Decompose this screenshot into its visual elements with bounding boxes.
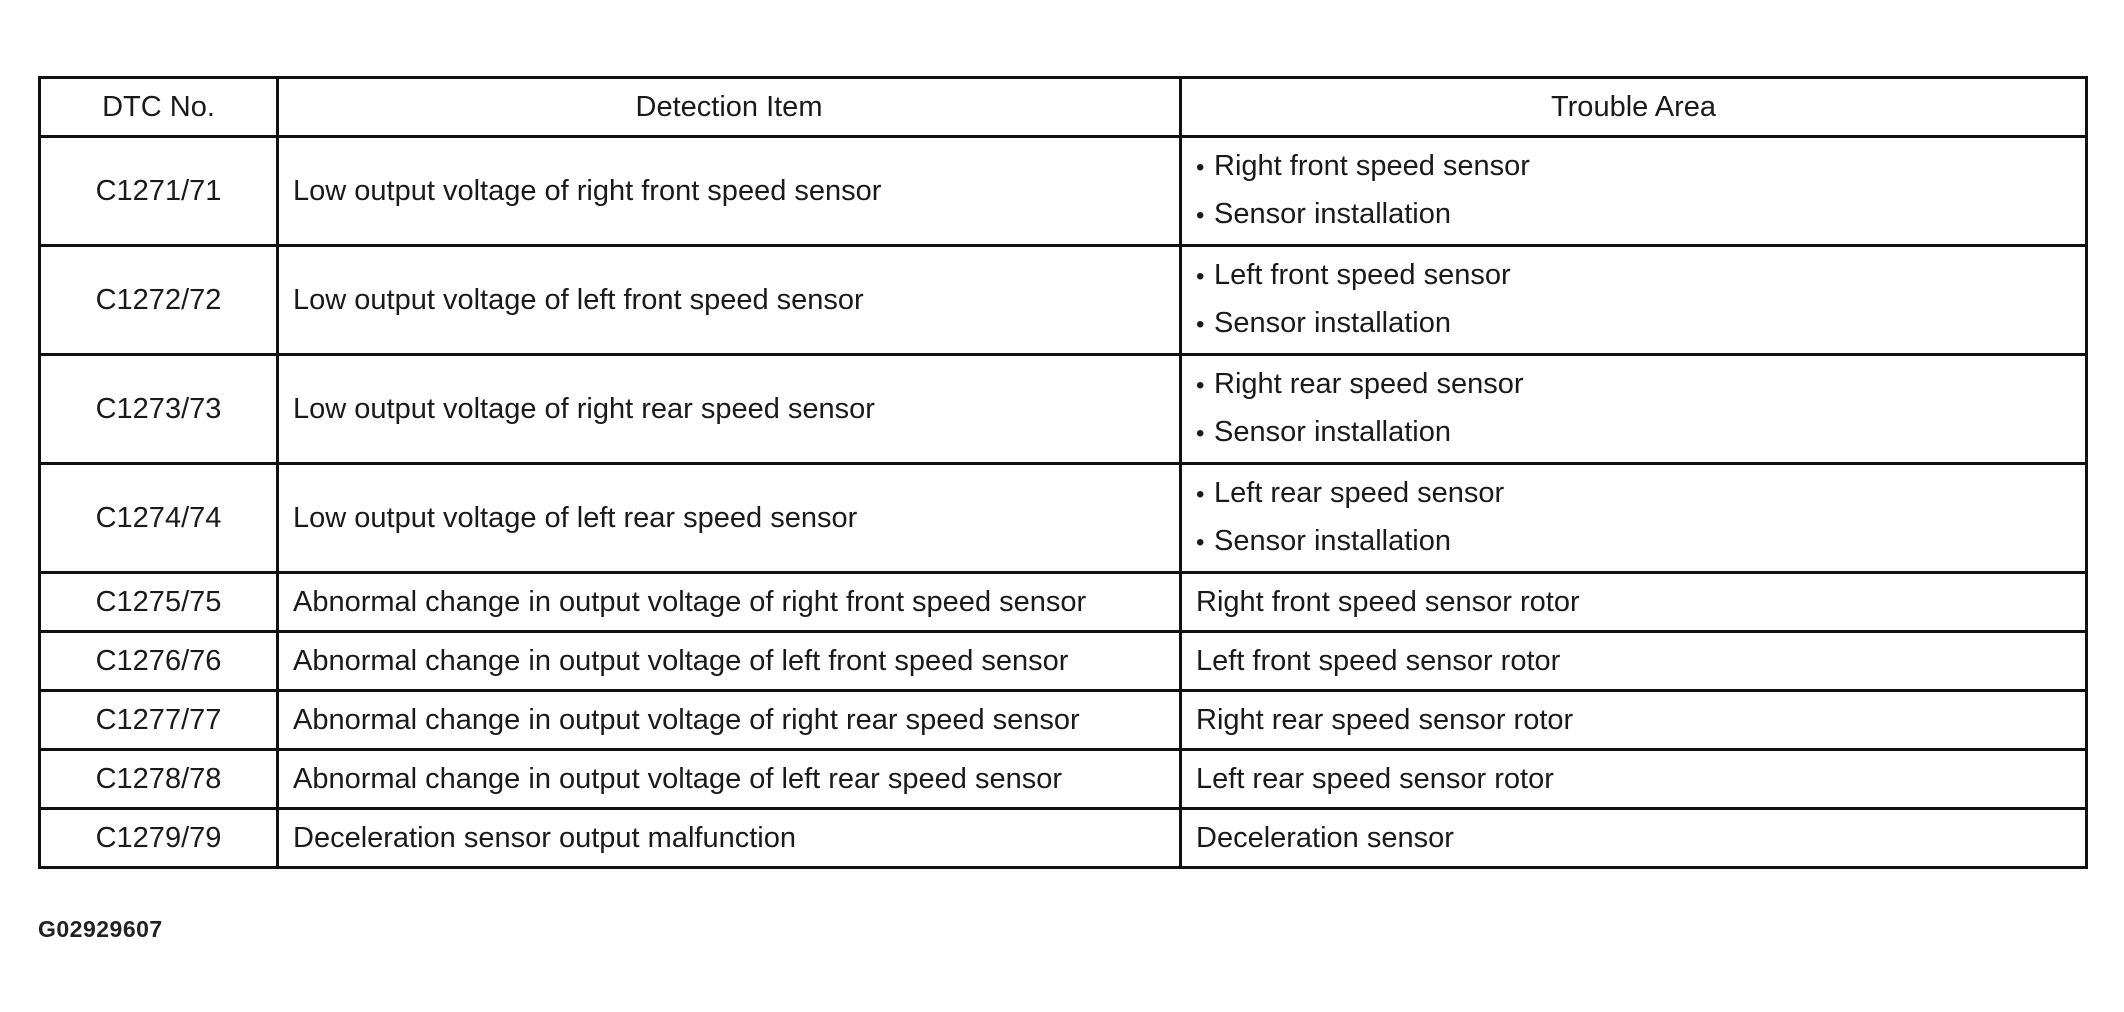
trouble-area-list <box>1196 470 2071 566</box>
bullet-icon: • <box>1196 420 1205 447</box>
trouble-area-cell: Left rear speed sensor rotor <box>1181 750 2087 809</box>
table-row <box>40 691 2087 750</box>
trouble-area-text: Right front speed sensor <box>1214 150 1530 182</box>
dtc-code-cell: C1277/77 <box>40 691 278 750</box>
dtc-code-cell: C1271/71 <box>40 137 278 246</box>
table-row <box>40 355 2087 464</box>
trouble-area-list <box>1196 143 2071 239</box>
header-detection-item: Detection Item <box>278 78 1181 137</box>
bullet-icon: • <box>1196 154 1205 181</box>
trouble-area-list <box>1196 361 2071 457</box>
bullet-icon: • <box>1196 311 1205 338</box>
trouble-area-cell <box>1181 137 2087 246</box>
detection-item-cell: Abnormal change in output voltage of right front speed sensor <box>278 573 1181 632</box>
table-row <box>40 632 2087 691</box>
trouble-area-cell: Right front speed sensor rotor <box>1181 573 2087 632</box>
dtc-code-cell: C1273/73 <box>40 355 278 464</box>
table-body <box>40 137 2087 868</box>
header-row <box>40 78 2087 137</box>
table-row <box>40 573 2087 632</box>
detection-item-cell: Abnormal change in output voltage of left rear speed sensor <box>278 750 1181 809</box>
trouble-area-list-item <box>1196 143 2071 191</box>
trouble-area-cell <box>1181 246 2087 355</box>
detection-item-cell: Abnormal change in output voltage of right rear speed sensor <box>278 691 1181 750</box>
header-dtc-no: DTC No. <box>40 78 278 137</box>
trouble-area-list-item <box>1196 300 2071 348</box>
table-row <box>40 750 2087 809</box>
dtc-code-cell: C1272/72 <box>40 246 278 355</box>
detection-item-cell: Abnormal change in output voltage of left front speed sensor <box>278 632 1181 691</box>
trouble-area-list-item <box>1196 252 2071 300</box>
bullet-icon: • <box>1196 202 1205 229</box>
detection-item-cell: Low output voltage of right rear speed sensor <box>278 355 1181 464</box>
table-row <box>40 464 2087 573</box>
trouble-area-text: Left rear speed sensor <box>1214 477 1505 509</box>
bullet-icon: • <box>1196 372 1205 399</box>
trouble-area-cell: Deceleration sensor <box>1181 809 2087 868</box>
trouble-area-cell: Right rear speed sensor rotor <box>1181 691 2087 750</box>
detection-item-cell: Low output voltage of right front speed sensor <box>278 137 1181 246</box>
bullet-icon: • <box>1196 263 1205 290</box>
trouble-area-list-item <box>1196 361 2071 409</box>
trouble-area-list-item <box>1196 470 2071 518</box>
trouble-area-list-item <box>1196 409 2071 457</box>
trouble-area-list <box>1196 252 2071 348</box>
trouble-area-text: Sensor installation <box>1214 525 1451 557</box>
trouble-area-text: Sensor installation <box>1214 307 1451 339</box>
trouble-area-cell <box>1181 355 2087 464</box>
dtc-code-cell: C1276/76 <box>40 632 278 691</box>
bullet-icon: • <box>1196 481 1205 508</box>
dtc-code-cell: C1275/75 <box>40 573 278 632</box>
bullet-icon: • <box>1196 529 1205 556</box>
table-row <box>40 809 2087 868</box>
detection-item-cell: Low output voltage of left rear speed sensor <box>278 464 1181 573</box>
trouble-area-text: Left front speed sensor <box>1214 259 1511 291</box>
table-row <box>40 246 2087 355</box>
detection-item-cell: Deceleration sensor output malfunction <box>278 809 1181 868</box>
detection-item-cell: Low output voltage of left front speed sensor <box>278 246 1181 355</box>
trouble-area-cell <box>1181 464 2087 573</box>
trouble-area-text: Right rear speed sensor <box>1214 368 1524 400</box>
dtc-code-cell: C1279/79 <box>40 809 278 868</box>
trouble-area-text: Sensor installation <box>1214 198 1451 230</box>
trouble-area-cell: Left front speed sensor rotor <box>1181 632 2087 691</box>
trouble-area-text: Sensor installation <box>1214 416 1451 448</box>
dtc-code-cell: C1274/74 <box>40 464 278 573</box>
trouble-area-list-item <box>1196 191 2071 239</box>
trouble-area-list-item <box>1196 518 2071 566</box>
figure-id: G02929607 <box>38 916 163 942</box>
dtc-table <box>38 76 2088 869</box>
table-row <box>40 137 2087 246</box>
dtc-code-cell: C1278/78 <box>40 750 278 809</box>
header-trouble-area: Trouble Area <box>1181 78 2087 137</box>
